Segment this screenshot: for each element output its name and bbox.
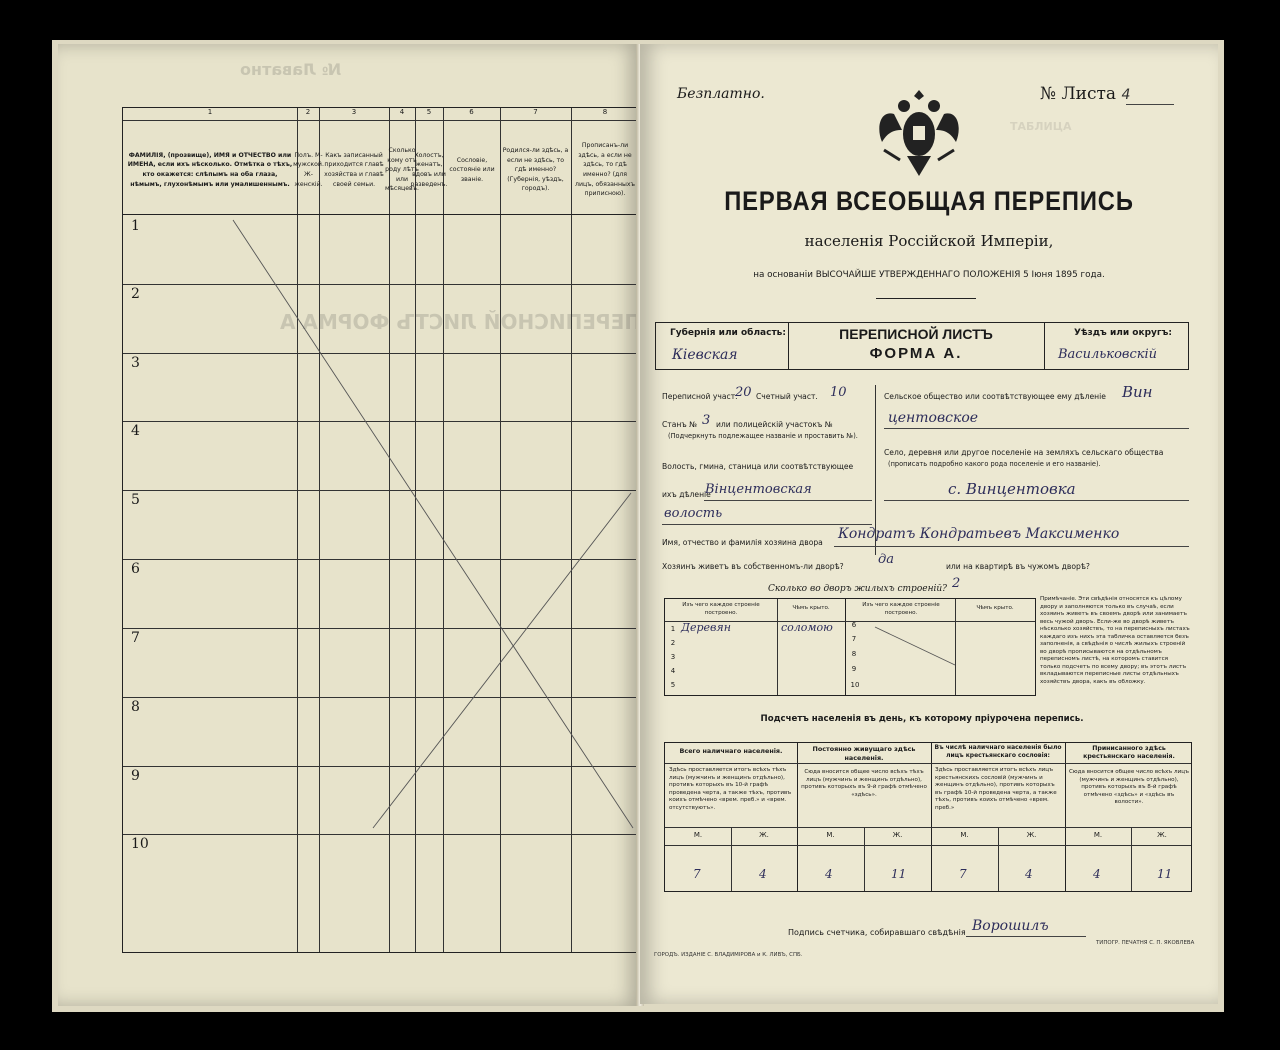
pt-m-4: М. — [1093, 831, 1103, 839]
volost-label-2: ихъ дѣленіе — [662, 490, 711, 499]
volost-underline — [704, 500, 872, 501]
pt-count: 4 — [825, 867, 833, 881]
bt-row-num: 10 — [850, 681, 860, 689]
schet-uch-label: Счетный участ. — [756, 392, 818, 401]
pt-row — [665, 763, 1191, 764]
bt-row-num: 3 — [670, 653, 676, 661]
census-basis: на основаніи ВЫСОЧАЙШЕ УТВЕРЖДЕННАГО ПОЛОЖЕНІЯ 5 Іюня 1895 года. — [753, 270, 1105, 280]
free-label: Безплатно. — [677, 86, 765, 102]
pt-header-3: Въ числѣ наличнаго населенія было лицъ крестьянскаго сословія: — [934, 744, 1062, 760]
printer-footer-left: ГОРОДЪ. ИЗДАНІЕ С. ВЛАДИМІРОВА и К. ЛИВЪ, СПБ. — [654, 952, 803, 958]
pt-zh-4: Ж. — [1157, 831, 1167, 839]
bt-material-value: Деревян — [681, 621, 731, 634]
lives-label: Хозяинъ живетъ въ собственномъ-ли дворѣ? — [662, 562, 844, 571]
header-registered: Прописанъ-ли здѣсь, а если не здѣсь, то гдѣ именно? (для лицъ, обязанныхъ приписною). — [575, 142, 635, 198]
bt-row-num: 4 — [670, 667, 676, 675]
buildings-table — [664, 598, 1036, 696]
pt-row — [665, 827, 1191, 828]
row-number: 10 — [131, 836, 149, 852]
form-line2: ФОРМА А. — [869, 345, 963, 362]
selo-value: с. Винцентовка — [948, 480, 1076, 498]
pt-count: 11 — [891, 867, 907, 881]
owner-underline — [834, 546, 1189, 547]
imperial-eagle-emblem — [874, 84, 964, 180]
header-estate: Сословіе, состояніе или званіе. — [449, 156, 495, 183]
pt-count: 4 — [1093, 867, 1101, 881]
bt-header-roof-2: Чѣмъ крыто. — [976, 605, 1014, 611]
uezd-label: Уѣздъ или округъ: — [1074, 328, 1172, 338]
header-name: ФАМИЛІЯ, (прозвище), ИМЯ и ОТЧЕСТВО или ИМЕНА, если ихъ нѣсколько. Отмѣтка о тѣхъ, кто окажется: слѣпымъ на оба глаза, нѣмымъ, глухонѣмымъ или умалишеннымъ. — [127, 151, 293, 188]
pt-row — [665, 845, 1191, 846]
col-number: 2 — [305, 108, 311, 116]
pt-zh-3: Ж. — [1026, 831, 1037, 839]
row-number: 3 — [131, 355, 140, 371]
col-number: 5 — [426, 108, 432, 116]
row-number: 8 — [131, 699, 140, 715]
bt-row-num: 9 — [851, 665, 857, 673]
col-number: 8 — [602, 108, 608, 116]
perepis-uch-value: 20 — [735, 385, 752, 400]
pt-count: 4 — [1025, 867, 1033, 881]
bt-row-num: 5 — [670, 681, 676, 689]
selsk-underline — [884, 428, 1189, 429]
buildings-question: Сколько во дворъ жилыхъ строеній? — [768, 584, 947, 594]
sheet-number-underline — [1126, 104, 1174, 105]
row-number: 6 — [131, 561, 140, 577]
uezd-value: Васильковскій — [1058, 347, 1158, 362]
buildings-note: Примѣчаніе. Эти свѣдѣнія относятся къ цѣлому двору и заполняются только въ случаѣ, если хозяинъ живетъ въ своемъ дворѣ или занимаетъ весь чужой дворъ. Если-же во дворѣ живетъ нѣсколько хозяйствъ, то на переписныхъ листахъ каждаго изъ нихъ эта табличка оставляется безъ заполненія, а свѣдѣнія о числѣ жилыхъ строеній во дворѣ прописываются на отдѣльномъ переписномъ листѣ, на которомъ ставится только подсчетъ по всему двору; въ этотъ листъ вкладываются переписные листы отдѣльныхъ хозяйствъ двора, какъ въ обложку. — [1040, 596, 1190, 686]
col-number: 4 — [399, 108, 405, 116]
bt-header-material-2: Изъ чего каждое строеніе построено. — [862, 602, 940, 616]
header-born: Родился-ли здѣсь, а если не здѣсь, то гдѣ именно? (Губернія, уѣздъ, городъ). — [502, 146, 569, 193]
pt-header-4: Принисанного здѣсь крестьянскаго населенія. — [1083, 745, 1175, 761]
population-count-title: Подсчетъ населенія въ день, къ которому пріурочена перепись. — [760, 714, 1084, 724]
volost-value-2: волость — [664, 506, 723, 521]
row-number: 1 — [131, 218, 140, 234]
census-title: ПЕРВАЯ ВСЕОБЩАЯ ПЕРЕПИСЬ — [724, 186, 1134, 216]
pt-count: 7 — [693, 867, 701, 881]
bt-row-num: 6 — [851, 621, 857, 629]
header-relation: Какъ записанный приходится главѣ хозяйства и главѣ своей семьи. — [324, 151, 384, 188]
row-number: 7 — [131, 630, 140, 646]
police-label: или полицейскій участокъ № — [716, 420, 833, 429]
gubernia-value: Кіевская — [672, 347, 738, 363]
volost-underline-2 — [662, 524, 872, 525]
sheet-number — [1040, 84, 1130, 104]
selsk-value-2: центовское — [888, 410, 979, 426]
cross-out-mark — [123, 108, 642, 954]
population-table — [664, 742, 1192, 892]
stan-value: 3 — [702, 413, 711, 428]
selo-label: Село, деревня или другое поселеніе на земляхъ сельскаго общества — [884, 448, 1164, 457]
stan-label: Станъ № — [662, 420, 698, 429]
col-number: 3 — [351, 108, 357, 116]
owner-value: Кондратъ Кондратьевъ Максименко — [838, 526, 1120, 542]
buildings-value: 2 — [952, 576, 961, 591]
pt-count: 11 — [1157, 867, 1173, 881]
pt-desc-3: Здѣсь проставляется итогъ всѣхъ лицъ крестьянскихъ сословій (мужчинъ и женщинъ отдѣльно), противъ которыхъ въ графѣ 10-й проведена черта, а также тѣхъ, противъ коихъ отмѣчено «врем. преб.» — [935, 767, 1057, 811]
volost-value-1: Вінцентовская — [705, 482, 812, 497]
bt-dash-mark — [865, 625, 965, 669]
pt-m-2: М. — [826, 831, 835, 839]
pt-col — [1065, 743, 1066, 891]
pt-m-1: М. — [693, 831, 703, 839]
pt-desc-4: Сюда вносится общее число всѣхъ лицъ (мужчинъ и женщинъ отдѣльно), противъ которыхъ въ 8-й графѣ отмѣчено «здѣсь» и «здѣсь въ волости». — [1069, 769, 1189, 806]
lives-value: да — [878, 552, 894, 567]
sheet-number-label: № Листа — [1040, 84, 1117, 104]
pt-count: 4 — [759, 867, 767, 881]
header-age: Сколько кому отъ роду лѣтъ или мѣсяцевъ. — [385, 146, 419, 193]
pt-header-1: Всего наличнаго населенія. — [679, 747, 783, 755]
signature-label: Подпись счетчика, собиравшаго свѣдѣнія — [788, 928, 966, 937]
bt-row-num: 2 — [670, 639, 676, 647]
bt-col — [777, 599, 778, 695]
selo-underline — [884, 500, 1189, 501]
bt-roof-value: соломою — [781, 621, 833, 634]
pt-desc-2: Сюда вносится общее число всѣхъ тѣхъ лицъ (мужчинъ и женщинъ отдѣльно), противъ которыхъ въ 9-й графѣ отмѣчено «здѣсь». — [801, 769, 927, 798]
bt-row-num: 7 — [851, 635, 857, 643]
box-divider — [1044, 323, 1045, 369]
lives-label-2: или на квартирѣ въ чужомъ дворѣ? — [946, 562, 1090, 571]
pt-col — [797, 743, 798, 891]
signature-underline — [966, 936, 1086, 937]
signature-value: Ворошилъ — [972, 918, 1049, 934]
household-table — [122, 107, 641, 953]
bt-col — [845, 599, 846, 695]
bt-header-material: Изъ чего каждое строеніе построено. — [682, 602, 760, 616]
pt-zh-1: Ж. — [759, 831, 769, 839]
col-number: 7 — [533, 108, 538, 116]
selo-note: (прописать подробно какого рода поселеніе и его названіе). — [888, 460, 1101, 468]
selsk-value-1: Вин — [1122, 383, 1153, 401]
col-number: 1 — [207, 108, 213, 116]
header-married: Холостъ, женатъ, вдовъ или разведенъ. — [410, 151, 448, 188]
row-number: 5 — [131, 492, 140, 508]
bt-row-num: 1 — [670, 625, 676, 633]
pt-col — [931, 743, 932, 891]
form-line1: ПЕРЕПИСНОЙ ЛИСТЪ — [839, 326, 993, 342]
schet-uch-value: 10 — [830, 385, 847, 400]
pt-zh-2: Ж. — [892, 831, 903, 839]
perepis-uch-label: Переписной участ. — [662, 392, 738, 401]
volost-label: Волость, гмина, станица или соотвѣтствующее — [662, 462, 854, 471]
pt-header-2: Постоянно живущаго здѣсь населенія. — [812, 745, 916, 762]
pt-m-3: М. — [960, 831, 969, 839]
form-header-box — [655, 322, 1189, 370]
bt-row-num: 8 — [851, 650, 857, 658]
row-number: 4 — [131, 423, 140, 439]
col-number: 6 — [469, 108, 474, 116]
gubernia-label: Губернія или область: — [670, 328, 786, 338]
ornament-divider — [876, 298, 976, 300]
printer-footer-right: ТИПОГР. ПЕЧАТНЯ С. П. ЯКОВЛЕВА — [1096, 940, 1195, 946]
sheet-number-value: 4 — [1121, 87, 1131, 103]
census-subtitle: населенія Россійской Имперіи, — [804, 232, 1054, 250]
pt-desc-1: Здѣсь проставляется итогъ всѣхъ тѣхъ лицъ (мужчинъ и женщинъ отдѣльно), противъ которыхъ въ 10-й графѣ проведена черта, а также тѣхъ, противъ коихъ отмѣчено «врем. преб.» и «врем. отсутствуютъ». — [669, 767, 792, 811]
pt-count: 7 — [959, 867, 967, 881]
selsk-label: Сельское общество или соотвѣтствующее ему дѣленіе — [884, 392, 1106, 401]
header-sex: Полъ. М-мужской. Ж-женскій. — [293, 151, 324, 188]
underline-note: (Подчеркнуть подлежащее названіе и проставить №). — [668, 432, 858, 440]
owner-label: Имя, отчество и фамилія хозяина двора — [662, 538, 823, 547]
row-number: 2 — [131, 286, 140, 302]
bt-header-roof: Чѣмъ крыто. — [792, 605, 830, 611]
row-number: 9 — [131, 768, 140, 784]
